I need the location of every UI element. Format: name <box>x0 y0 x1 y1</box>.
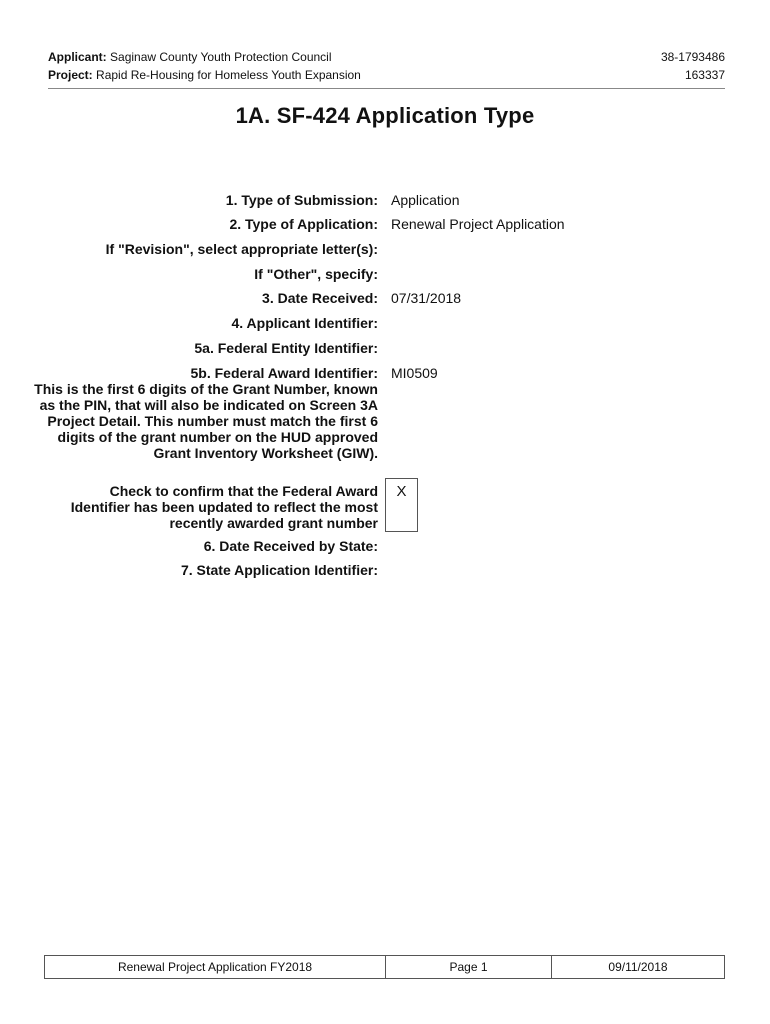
confirm-award-checkbox[interactable] <box>385 478 418 532</box>
page-title: 1A. SF-424 Application Type <box>235 103 535 128</box>
date-received-value[interactable]: 07/31/2018 <box>391 290 462 306</box>
federal-award-note: This is the first 6 digits of the Grant Number, known as the PIN, that will also be indicated on Screen 3A Project Detail. This number must match the first 6 digits of the grant number on the HUD approved Grant Inventory Worksheet (GIW). <box>34 381 378 461</box>
revision-letters-label: If "Revision", select appropriate letter(s): <box>105 241 378 257</box>
footer-page-number: Page 1 <box>386 956 552 978</box>
header-right <box>661 48 725 84</box>
federal-entity-identifier-label: 5a. Federal Entity Identifier: <box>194 340 378 356</box>
applicant-identifier-label: 4. Applicant Identifier: <box>231 315 378 331</box>
project-number: 163337 <box>684 68 725 82</box>
state-application-identifier-label: 7. State Application Identifier: <box>180 562 378 578</box>
date-received-by-state-label: 6. Date Received by State: <box>203 538 378 554</box>
federal-award-identifier-value[interactable]: MI0509 <box>391 365 438 381</box>
type-of-application-value[interactable]: Renewal Project Application <box>391 216 565 232</box>
page-footer <box>44 955 725 979</box>
footer-document-name: Renewal Project Application FY2018 <box>45 956 386 978</box>
page-header <box>48 48 725 89</box>
other-specify-label: If "Other", specify: <box>254 266 378 282</box>
footer-date: 09/11/2018 <box>608 960 668 974</box>
ein-number: 38-1793486 <box>660 50 725 64</box>
confirm-award-check-mark: X <box>396 483 407 500</box>
project-line <box>48 66 361 84</box>
type-of-application-label: 2. Type of Application: <box>229 216 378 232</box>
applicant-name: Saginaw County Youth Protection Council <box>110 50 332 64</box>
type-of-submission-value[interactable]: Application <box>391 192 460 208</box>
project-name: Rapid Re-Housing for Homeless Youth Expansion <box>96 68 361 82</box>
type-of-submission-label: 1. Type of Submission: <box>225 192 378 208</box>
federal-award-identifier-label: 5b. Federal Award Identifier: <box>190 365 378 381</box>
project-label: Project: <box>48 68 93 82</box>
header-left <box>48 48 361 84</box>
date-received-label: 3. Date Received: <box>262 290 378 306</box>
applicant-line <box>48 48 361 66</box>
confirm-award-label: Check to confirm that the Federal Award Identifier has been updated to reflect the most recently awarded grant number <box>70 483 378 531</box>
applicant-label: Applicant: <box>48 50 107 64</box>
